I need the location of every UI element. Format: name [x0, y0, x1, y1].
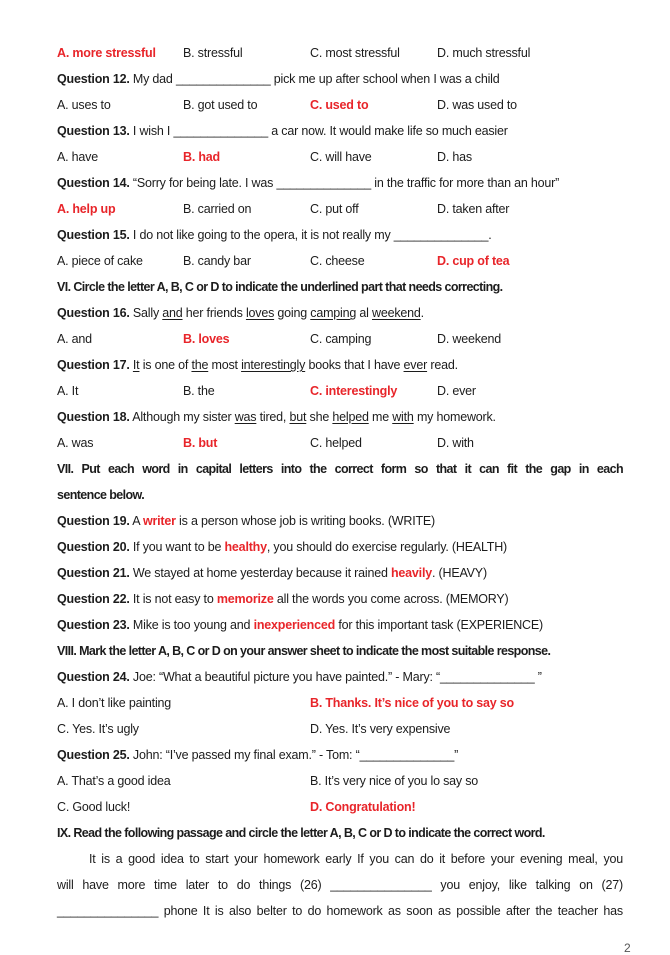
answer-options-row: [57, 92, 623, 118]
text-run: Joe: “What a beautiful picture you have painted.” - Mary: “______________ ”: [129, 670, 542, 684]
answer-options-row: [57, 248, 623, 274]
answer-option: C. will have: [310, 150, 372, 164]
answer-option: D. ever: [437, 384, 476, 398]
text-run: me: [368, 410, 393, 424]
question-line: [57, 170, 623, 196]
question-label: Question 20.: [57, 540, 130, 554]
answer-option-correct: D. Congratulation!: [310, 800, 416, 814]
text-run: John: “I’ve passed my final exam.” - Tom: “______________”: [129, 748, 459, 762]
text-run: read.: [427, 358, 458, 372]
section-heading: [57, 274, 623, 300]
text-run: her friends: [182, 306, 246, 320]
question-line: [57, 560, 623, 586]
answer-option: A. It: [57, 384, 79, 398]
text-run: VIII. Mark the letter A, B, C or D on your answer sheet to indicate the most suitable response.: [57, 644, 551, 658]
answer-option: B. carried on: [183, 202, 252, 216]
text-run: Mike is too young and: [129, 618, 254, 632]
text-run: We stayed at home yesterday because it rained: [129, 566, 391, 580]
text-run: “Sorry for being late. I was ______________ in the traffic for more than an hour”: [129, 176, 560, 190]
text-run: .: [420, 306, 424, 320]
answer-option: A. have: [57, 150, 98, 164]
text-run: Although my sister: [129, 410, 235, 424]
text-run: all the words you come across. (MEMORY): [273, 592, 509, 606]
answer-option: B. It’s very nice of you lo say so: [310, 774, 479, 788]
answer-option: D. taken after: [437, 202, 510, 216]
text-run: If you want to be: [129, 540, 225, 554]
question-line: [57, 612, 623, 638]
answer-option: C. cheese: [310, 254, 365, 268]
question-line: [57, 508, 623, 534]
answer-options-row: [57, 144, 623, 170]
question-line: [57, 118, 623, 144]
text-run: VII. Put each word in capital letters into the correct form so that it can fit the gap in each: [57, 462, 623, 476]
highlighted-answer-word: heavily: [390, 566, 432, 580]
answer-option-correct: A. more stressful: [57, 46, 156, 60]
underlined-word: camping: [310, 306, 357, 320]
text-run: will have more time later to do things (26) _______________ you enjoy, like talking on (27): [57, 878, 623, 892]
text-run: I do not like going to the opera, it is not really my ______________.: [129, 228, 492, 242]
question-line: [57, 300, 623, 326]
highlighted-answer-word: inexperienced: [253, 618, 336, 632]
text-run: books that I have: [305, 358, 404, 372]
text-run: she: [306, 410, 333, 424]
highlighted-answer-word: writer: [142, 514, 176, 528]
answer-option-correct: B. had: [183, 150, 220, 164]
highlighted-answer-word: healthy: [224, 540, 267, 554]
text-run: sentence below.: [57, 488, 145, 502]
answer-option: C. Yes. It’s ugly: [57, 722, 139, 736]
underlined-word: loves: [245, 306, 275, 320]
passage-line: [57, 898, 623, 924]
answer-options-row: [57, 326, 623, 352]
answer-option: C. put off: [310, 202, 359, 216]
answer-options-row: [57, 794, 623, 820]
underlined-word: the: [191, 358, 209, 372]
question-label: Question 19.: [57, 514, 130, 528]
passage-line: [57, 846, 623, 872]
question-label: Question 12.: [57, 72, 130, 86]
answer-option: B. stressful: [183, 46, 243, 60]
text-run: is a person whose job is writing books. (WRITE): [175, 514, 436, 528]
question-line: [57, 222, 623, 248]
question-label: Question 21.: [57, 566, 130, 580]
text-run: is one of: [139, 358, 192, 372]
text-run: most: [208, 358, 242, 372]
answer-option-correct: B. loves: [183, 332, 230, 346]
question-line: [57, 534, 623, 560]
answer-option: A. That’s a good idea: [57, 774, 171, 788]
answer-option-correct: D. cup of tea: [437, 254, 510, 268]
text-run: IX. Read the following passage and circle the letter A, B, C or D to indicate the correct word.: [57, 826, 545, 840]
document-content: [57, 40, 623, 924]
answer-option: B. candy bar: [183, 254, 251, 268]
underlined-word: helped: [332, 410, 369, 424]
question-line: [57, 664, 623, 690]
text-run: tired,: [256, 410, 290, 424]
text-run: my homework.: [413, 410, 496, 424]
text-run: al: [356, 306, 372, 320]
question-label: Question 13.: [57, 124, 130, 138]
answer-option: B. the: [183, 384, 215, 398]
text-run: I wish I ______________ a car now. It would make life so much easier: [129, 124, 508, 138]
answer-option-correct: C. used to: [310, 98, 369, 112]
page-number: 2: [624, 941, 631, 955]
answer-options-row: [57, 768, 623, 794]
text-run: A: [129, 514, 143, 528]
question-line: [57, 742, 623, 768]
answer-option: B. got used to: [183, 98, 258, 112]
underlined-word: ever: [403, 358, 428, 372]
answer-option: C. Good luck!: [57, 800, 131, 814]
question-line: [57, 352, 623, 378]
answer-option-correct: B. but: [183, 436, 218, 450]
answer-options-row: [57, 716, 623, 742]
text-run: My dad ______________ pick me up after school when I was a child: [129, 72, 500, 86]
answer-options-row: [57, 430, 623, 456]
text-run: Sally: [129, 306, 163, 320]
answer-option: A. and: [57, 332, 92, 346]
answer-option: A. I don’t like painting: [57, 696, 172, 710]
underlined-word: and: [162, 306, 183, 320]
text-run: , you should do exercise regularly. (HEALTH): [266, 540, 508, 554]
answer-option-correct: A. help up: [57, 202, 116, 216]
answer-option: A. was: [57, 436, 94, 450]
question-label: Question 24.: [57, 670, 130, 684]
question-label: Question 23.: [57, 618, 130, 632]
answer-option: D. Yes. It’s very expensive: [310, 722, 451, 736]
question-label: Question 25.: [57, 748, 130, 762]
question-label: Question 16.: [57, 306, 130, 320]
underlined-word: with: [392, 410, 414, 424]
text-run: going: [274, 306, 311, 320]
text-run: _______________ phone It is also belter to do homework as soon as possible after the teacher has: [57, 904, 623, 918]
underlined-word: interestingly: [241, 358, 306, 372]
answer-option: D. was used to: [437, 98, 517, 112]
answer-option: C. camping: [310, 332, 372, 346]
question-label: Question 15.: [57, 228, 130, 242]
underlined-word: weekend: [372, 306, 421, 320]
answer-option: D. has: [437, 150, 472, 164]
answer-options-row: [57, 378, 623, 404]
answer-option: A. piece of cake: [57, 254, 143, 268]
question-label: Question 14.: [57, 176, 130, 190]
text-run: for this important task (EXPERIENCE): [335, 618, 543, 632]
underlined-word: was: [234, 410, 257, 424]
answer-option: C. most stressful: [310, 46, 400, 60]
question-label: Question 22.: [57, 592, 130, 606]
highlighted-answer-word: memorize: [216, 592, 274, 606]
text-run: It is not easy to: [129, 592, 217, 606]
answer-option: A. uses to: [57, 98, 111, 112]
passage-line: [57, 872, 623, 898]
answer-option: D. weekend: [437, 332, 502, 346]
section-heading: [57, 456, 623, 482]
question-label: Question 17.: [57, 358, 130, 372]
text-run: VI. Circle the letter A, B, C or D to indicate the underlined part that needs correcting.: [57, 280, 503, 294]
section-heading: [57, 638, 623, 664]
answer-option: D. with: [437, 436, 474, 450]
question-label: Question 18.: [57, 410, 130, 424]
question-line: [57, 404, 623, 430]
text-run: . (HEAVY): [431, 566, 487, 580]
answer-options-row: [57, 40, 623, 66]
underlined-word: but: [289, 410, 307, 424]
answer-option-correct: B. Thanks. It’s nice of you to say so: [310, 696, 514, 710]
section-heading: [57, 820, 623, 846]
question-line: [57, 66, 623, 92]
answer-option-correct: C. interestingly: [310, 384, 398, 398]
answer-options-row: [57, 196, 623, 222]
answer-options-row: [57, 690, 623, 716]
answer-option: C. helped: [310, 436, 362, 450]
section-heading-continuation: [57, 482, 623, 508]
answer-option: D. much stressful: [437, 46, 531, 60]
question-line: [57, 586, 623, 612]
underlined-word: It: [132, 358, 140, 372]
text-run: It is a good idea to start your homework early If you can do it before your evening meal, you: [89, 852, 623, 866]
